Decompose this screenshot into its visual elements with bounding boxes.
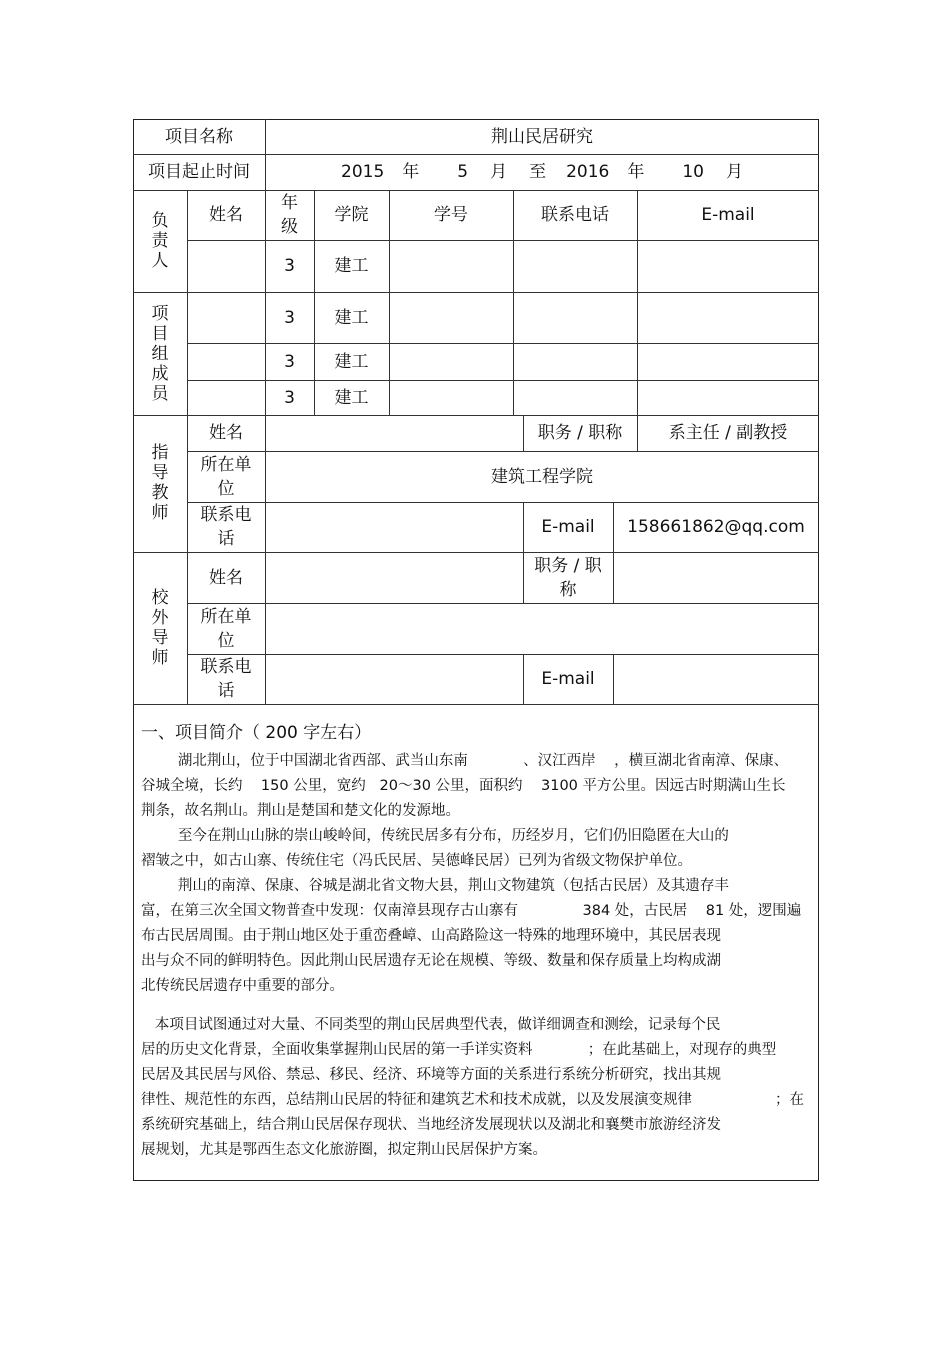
intro-line: 褶皱之中，如古山寨、传统住宅（冯氏民居、吴德峰民居）已列为省级文物保护单位。 xyxy=(141,853,692,869)
header-name: 姓名 xyxy=(209,205,243,225)
member-grade: 3 xyxy=(284,307,295,328)
divider xyxy=(187,654,819,655)
header-phone: 联系电话 xyxy=(541,205,609,225)
external-title-label: 职务 / 职 称 xyxy=(534,555,602,600)
intro-line: 谷城全境，长约 150 公里，宽约 20～30 公里，面积约 3100 平方公里。因远古时期满山生长 xyxy=(141,778,786,794)
intro-body xyxy=(141,749,811,1163)
end-year: 2016 xyxy=(566,162,610,182)
external-unit-label: 所在单 位 xyxy=(200,606,252,651)
intro-line: 荆条，故名荆山。荆山是楚国和楚文化的发源地。 xyxy=(141,803,460,819)
intro-line: 至今在荆山山脉的崇山峻岭间，传统民居多有分布，历经岁月，它们仍旧隐匿在大山的 xyxy=(141,828,729,844)
member-college: 建工 xyxy=(334,307,369,328)
intro-line: 本项目试图通过对大量、不同类型的荆山民居典型代表，做详细调查和测绘，记录每个民 xyxy=(141,1017,721,1033)
intro-line: 展规划，尤其是鄂西生态文化旅游圈，拟定荆山民居保护方案。 xyxy=(141,1142,547,1158)
end-month: 10 xyxy=(682,162,704,182)
intro-line: 居的历史文化背景，全面收集掌握荆山民居的第一手详实资料 ；在此基础上，对现存的典型 xyxy=(141,1042,777,1058)
divider xyxy=(133,292,819,293)
header-grade: 年 级 xyxy=(281,193,298,237)
start-year: 2015 xyxy=(341,162,385,182)
member-college: 建工 xyxy=(334,387,369,408)
external-name-label: 姓名 xyxy=(209,567,243,588)
advisor-phone-label: 联系电 话 xyxy=(200,505,252,549)
period-value xyxy=(265,154,819,190)
year-char: 年 xyxy=(627,162,645,182)
advisor-title-value: 系主任 / 副教授 xyxy=(668,423,788,443)
member-grade: 3 xyxy=(284,351,295,372)
intro-line: 北传统民居遗存中重要的部分。 xyxy=(141,978,344,994)
divider xyxy=(613,654,614,704)
advisor-name-label: 姓名 xyxy=(209,423,243,443)
leader-college: 建工 xyxy=(334,256,369,276)
header-email: E-mail xyxy=(701,205,755,225)
intro-line: 湖北荆山，位于中国湖北省西部、武当山东南 、汉江西岸 ，横亘湖北省南漳、保康、 xyxy=(141,753,789,769)
project-name-value: 荆山民居研究 xyxy=(491,126,593,147)
header-student-id: 学号 xyxy=(434,205,468,225)
month-char: 月 xyxy=(726,162,743,182)
member-college: 建工 xyxy=(334,351,369,372)
leader-section-label: 负 责 人 xyxy=(151,211,169,271)
project-intro-section xyxy=(141,718,811,1163)
advisor-unit-label: 所在单 位 xyxy=(200,454,252,499)
month-char: 月 xyxy=(490,162,508,182)
header-college: 学院 xyxy=(334,205,369,225)
start-month: 5 xyxy=(457,162,469,182)
external-email-label: E-mail xyxy=(541,669,595,689)
divider xyxy=(133,704,819,705)
advisor-unit-value: 建筑工程学院 xyxy=(491,466,593,487)
leader-grade: 3 xyxy=(284,256,295,276)
project-name-label: 项目名称 xyxy=(165,126,233,147)
members-section-label: 项 目 组 成 员 xyxy=(151,304,169,404)
advisor-email-value: 158661862@qq.com xyxy=(627,517,805,537)
intro-line: 荆山的南漳、保康、谷城是湖北省文物大县，荆山文物建筑（包括古民居）及其遗存丰 xyxy=(141,878,729,894)
external-phone-label: 联系电 话 xyxy=(200,657,252,701)
intro-title: 一、项目简介（ 200 字左右） xyxy=(141,723,372,743)
intro-line: 出与众不同的鲜明特色。因此荆山民居遗存无论在规模、等级、数量和保存质量上均构成湖 xyxy=(141,953,721,969)
external-advisor-section-label: 校 外 导 师 xyxy=(151,588,169,668)
to-char: 至 xyxy=(529,162,547,182)
intro-line: 系统研究基础上，结合荆山民居保存现状、当地经济发展现状以及湖北和襄樊市旅游经济发 xyxy=(141,1117,721,1133)
advisor-section-label: 指 导 教 师 xyxy=(151,443,169,523)
advisor-title-label: 职务 / 职称 xyxy=(537,423,623,443)
intro-line: 富，在第三次全国文物普查中发现：仅南漳县现存古山寨有 384 处，古民居 81 处，逻围遍 xyxy=(141,903,802,919)
divider xyxy=(187,603,819,604)
intro-line xyxy=(141,999,811,1013)
advisor-email-label: E-mail xyxy=(541,517,595,537)
intro-line: 布古民居周围。由于荆山地区处于重峦叠嶂、山高路险这一特殊的地理环境中，其民居表现 xyxy=(141,928,721,944)
member-grade: 3 xyxy=(284,387,295,408)
period-label: 项目起止时间 xyxy=(148,162,250,182)
intro-line: 律性、规范性的东西，总结荆山民居的特征和建筑艺术和技术成就，以及发展演变规律 ；在 xyxy=(141,1092,804,1108)
intro-line: 民居及其民居与风俗、禁忌、移民、经济、环境等方面的关系进行系统分析研究，找出其规 xyxy=(141,1067,721,1083)
year-char: 年 xyxy=(402,162,420,182)
